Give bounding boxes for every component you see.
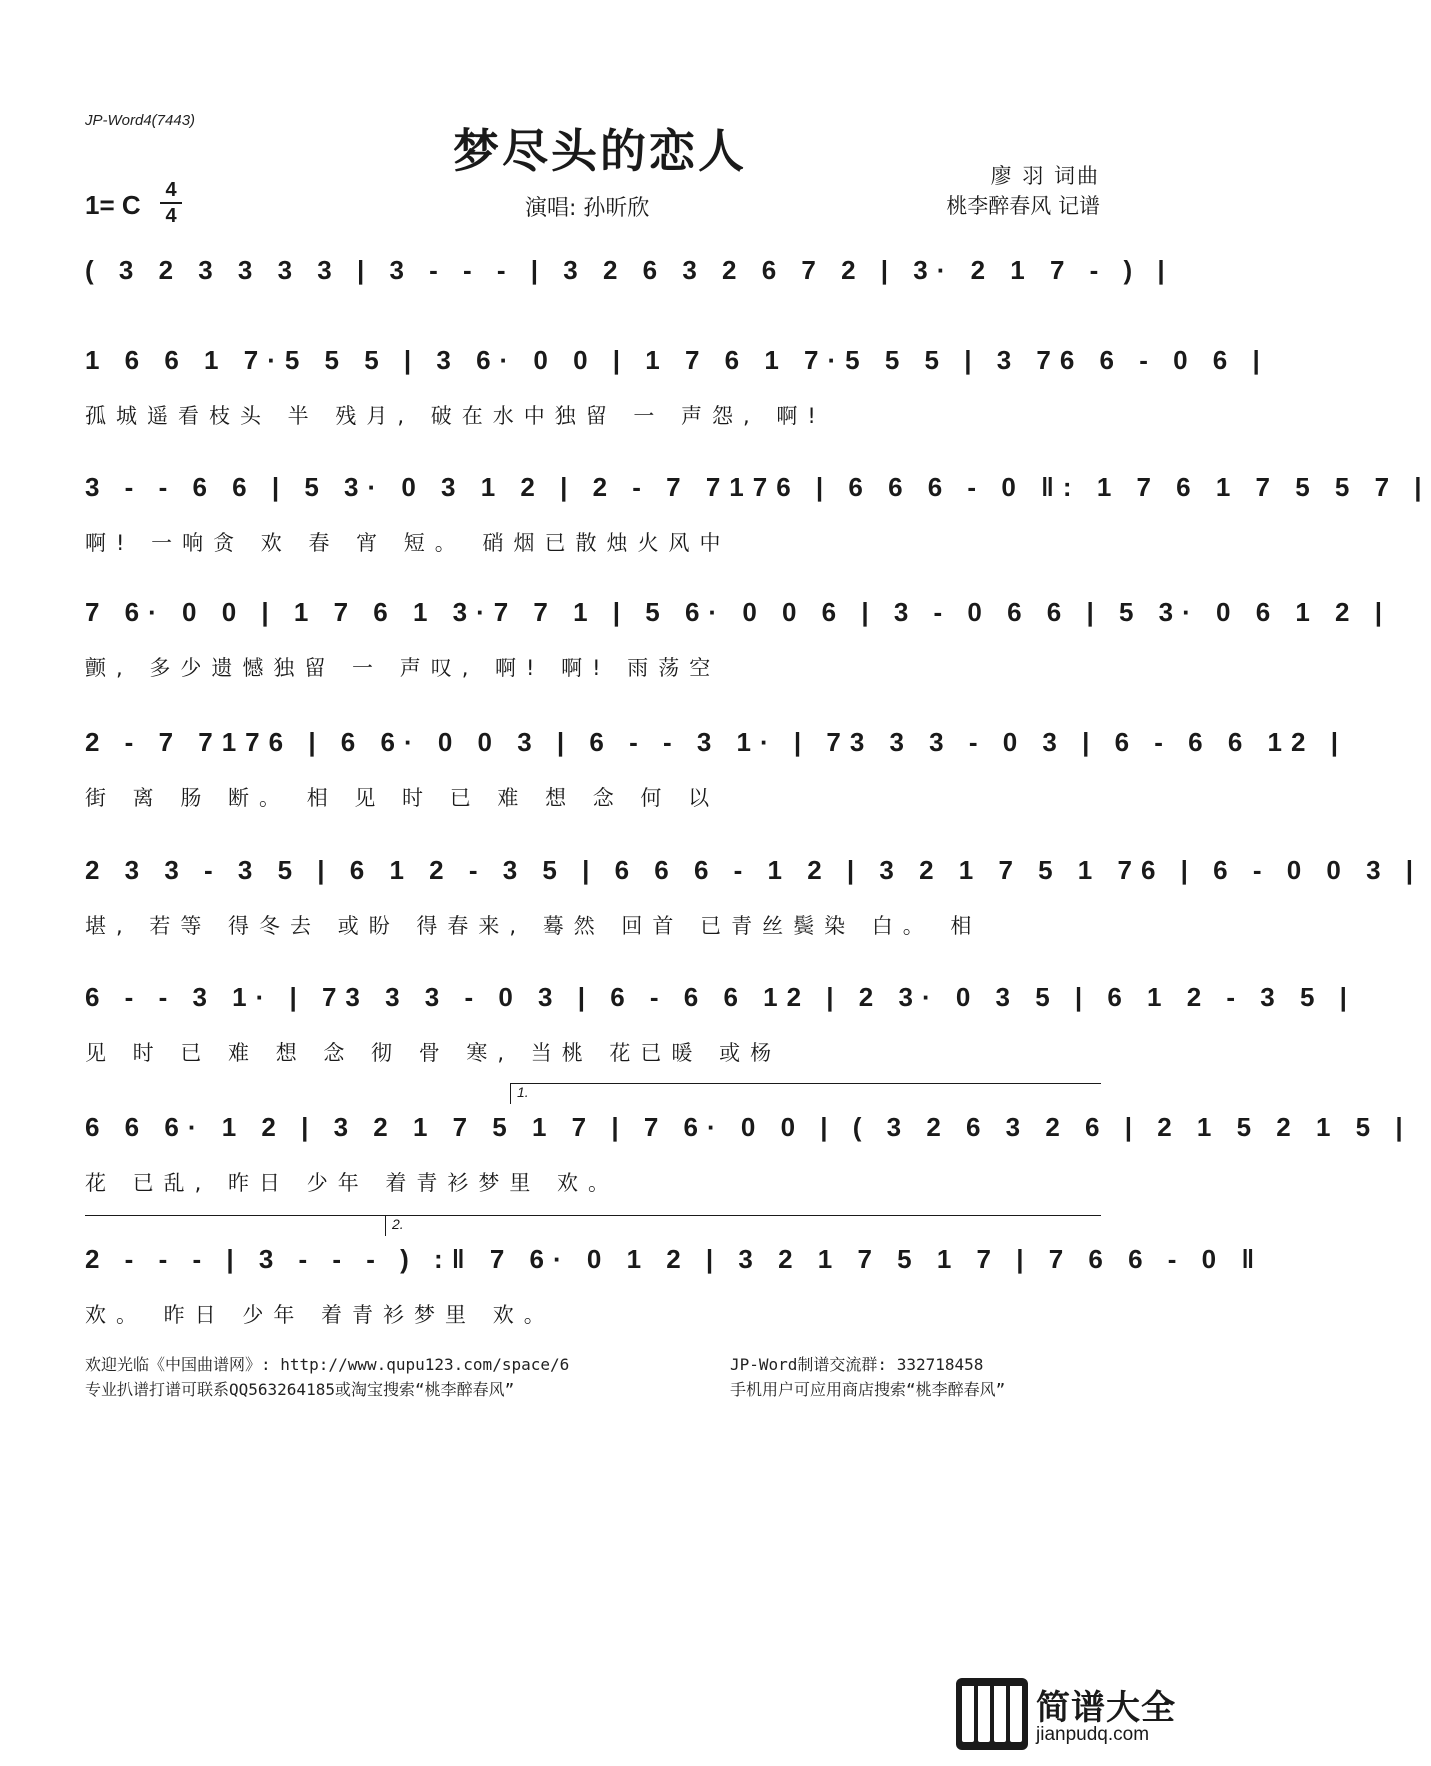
key-signature: 1= C <box>85 190 141 220</box>
footer-contact: 专业扒谱打谱可联系QQ563264185或淘宝搜索“桃李醉春风” <box>85 1380 515 1399</box>
time-signature-bottom: 4 <box>165 205 177 227</box>
lyricist-credit: 廖 羽 词曲 <box>990 164 1100 188</box>
watermark-name: 简谱大全 <box>1036 1688 1176 1728</box>
second-ending-bracket <box>385 1215 1101 1236</box>
score-system-4 <box>0 590 1392 710</box>
footer-group: JP-Word制谱交流群: 332718458 <box>730 1355 984 1374</box>
lyrics-line: 堪, 若等 得冬去 或盼 得春来, 蓦然 回首 已青丝鬓染 白。 相 <box>85 914 982 938</box>
song-title: 梦尽头的恋人 <box>453 124 747 178</box>
score-system-5 <box>0 720 1347 840</box>
lyrics-line: 孤城遥看枝头 半 残月, 破在水中独留 一 声怨, 啊! <box>85 404 826 428</box>
notes-line: 3 - - 6 6 | 5 3· 0 3 1 2 | 2 - 7 7176 | 6 6 6 - 0 ‖: 1 7 6 1 7 5 5 7 | <box>85 472 1431 502</box>
lyrics-line: 见 时 已 难 想 念 彻 骨 寒, 当桃 花已暖 或杨 <box>85 1041 782 1065</box>
notes-line: 7 6· 0 0 | 1 7 6 1 3·7 7 1 | 5 6· 0 0 6 | 3 - 0 6 6 | 5 3· 0 6 1 2 | <box>85 597 1392 627</box>
notes-line: ( 3 2 3 3 3 3 | 3 - - - | 3 2 6 3 2 6 7 2 | 3· 2 1 7 - ) | <box>85 255 1174 285</box>
footer-mobile: 手机用户可应用商店搜索“桃李醉春风” <box>730 1380 1006 1399</box>
watermark-logo <box>956 1678 1186 1750</box>
software-label: JP-Word4(7443) <box>85 112 196 129</box>
time-signature <box>160 180 182 226</box>
score-system-3 <box>0 465 1431 585</box>
singer-credit: 演唱: 孙昕欣 <box>525 196 650 221</box>
score-system-7 <box>0 975 1356 1095</box>
score-system-6 <box>0 848 1423 968</box>
lyrics-line: 颤, 多少遗憾独留 一 声叹, 啊! 啊! 雨荡空 <box>85 656 721 680</box>
watermark-url: jianpudq.com <box>1036 1724 1150 1745</box>
notes-line: 2 - - - | 3 - - - ) :‖ 7 6· 0 1 2 | 3 2 1 7 5 1 7 | 7 6 6 - 0 ‖ <box>85 1244 1264 1274</box>
lyrics-line: 啊! 一响贪 欢 春 宵 短。 硝烟已散烛火风中 <box>85 531 731 555</box>
score-system-9 <box>0 1237 1264 1357</box>
footer-website: 欢迎光临《中国曲谱网》: http://www.qupu123.com/space/6 <box>85 1355 570 1374</box>
score-system-2 <box>0 338 1269 458</box>
notes-line: 2 3 3 - 3 5 | 6 1 2 - 3 5 | 6 6 6 - 1 2 | 3 2 1 7 5 1 76 | 6 - 0 0 3 | <box>85 855 1423 885</box>
notes-line: 1 6 6 1 7·5 5 5 | 3 6· 0 0 | 1 7 6 1 7·5 5 5 | 3 76 6 - 0 6 | <box>85 345 1269 375</box>
first-ending-label: 1. <box>517 1084 529 1100</box>
notes-line: 2 - 7 7176 | 6 6· 0 0 3 | 6 - - 3 1· | 73 3 3 - 0 3 | 6 - 6 6 12 | <box>85 727 1347 757</box>
notes-line: 6 6 6· 1 2 | 3 2 1 7 5 1 7 | 7 6· 0 0 | ( 3 2 6 3 2 6 | 2 1 5 2 1 5 | <box>85 1112 1412 1142</box>
lyrics-line: 欢。 昨日 少年 着青衫梦里 欢。 <box>85 1303 555 1327</box>
score-system-8 <box>0 1105 1412 1225</box>
lyrics-line: 花 已乱, 昨日 少年 着青衫梦里 欢。 <box>85 1171 620 1195</box>
piano-icon <box>956 1678 1028 1750</box>
second-ending-label: 2. <box>392 1216 404 1232</box>
first-ending-bracket <box>510 1083 1101 1104</box>
notes-line: 6 - - 3 1· | 73 3 3 - 0 3 | 6 - 6 6 12 | 2 3· 0 3 5 | 6 1 2 - 3 5 | <box>85 982 1356 1012</box>
time-signature-top: 4 <box>165 179 177 201</box>
lyrics-line: 街 离 肠 断。 相 见 时 已 难 想 念 何 以 <box>85 786 720 810</box>
transcriber-credit: 桃李醉春风 记谱 <box>946 194 1100 218</box>
